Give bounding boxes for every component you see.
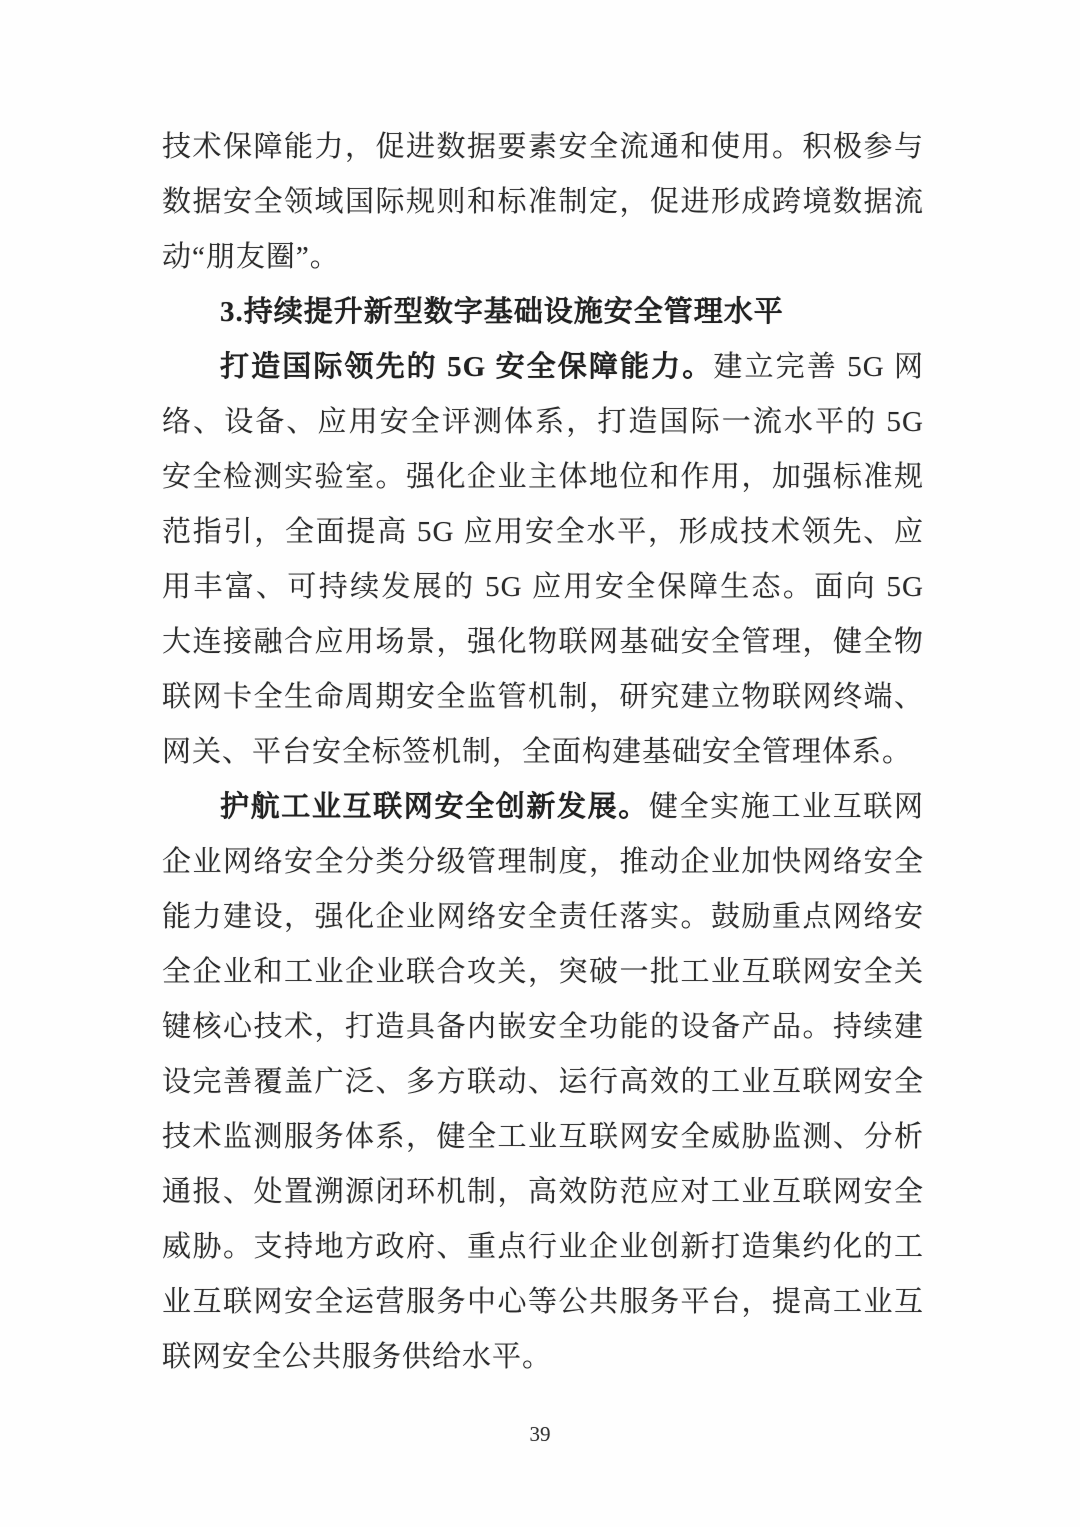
paragraph-text: 技术保障能力，促进数据要素安全流通和使用。积极参与数据安全领域国际规则和标准制定，促进形成跨境数据流动“朋友圈”。 — [162, 131, 924, 273]
paragraph-text-5g: 建立完善 5G 网络、设备、应用安全评测体系，打造国际一流水平的 5G 安全检测实验室。强化企业主体地位和作用，加强标准规范指引，全面提高 5G 应用安全水平，形成技术领先、应用丰富、可持续发展的 5G 应用安全保障生态。面向 5G 大连接融合应用场景，强化物联网基础安全管理，健全物联网卡全生命周期安全监管机制，研究建立物联网终端、网关、平台安全标签机制，全面构建基础安全管理体系。 — [162, 351, 924, 768]
paragraph-text-industrial-internet: 健全实施工业互联网企业网络安全分类分级管理制度，推动企业加快网络安全能力建设，强化企业网络安全责任落实。鼓励重点网络安全企业和工业企业联合攻关，突破一批工业互联网安全关键核心技术，打造具备内嵌安全功能的设备产品。持续建设完善覆盖广泛、多方联动、运行高效的工业互联网安全技术监测服务体系，健全工业互联网安全威胁监测、分析通报、处置溯源闭环机制，高效防范应对工业互联网安全威胁。支持地方政府、重点行业企业创新打造集约化的工业互联网安全运营服务中心等公共服务平台，提高工业互联网安全公共服务供给水平。 — [162, 791, 924, 1373]
section-heading-text: 3.持续提升新型数字基础设施安全管理水平 — [220, 296, 784, 328]
page-content — [162, 120, 924, 1385]
paragraph-continuation — [162, 120, 924, 285]
paragraph-5g-security — [162, 340, 924, 780]
paragraph-lead-5g: 打造国际领先的 5G 安全保障能力。 — [220, 351, 714, 383]
page-number: 39 — [529, 1422, 551, 1446]
section-heading — [162, 285, 924, 340]
paragraph-industrial-internet — [162, 780, 924, 1385]
paragraph-lead-industrial-internet: 护航工业互联网安全创新发展。 — [220, 791, 649, 823]
